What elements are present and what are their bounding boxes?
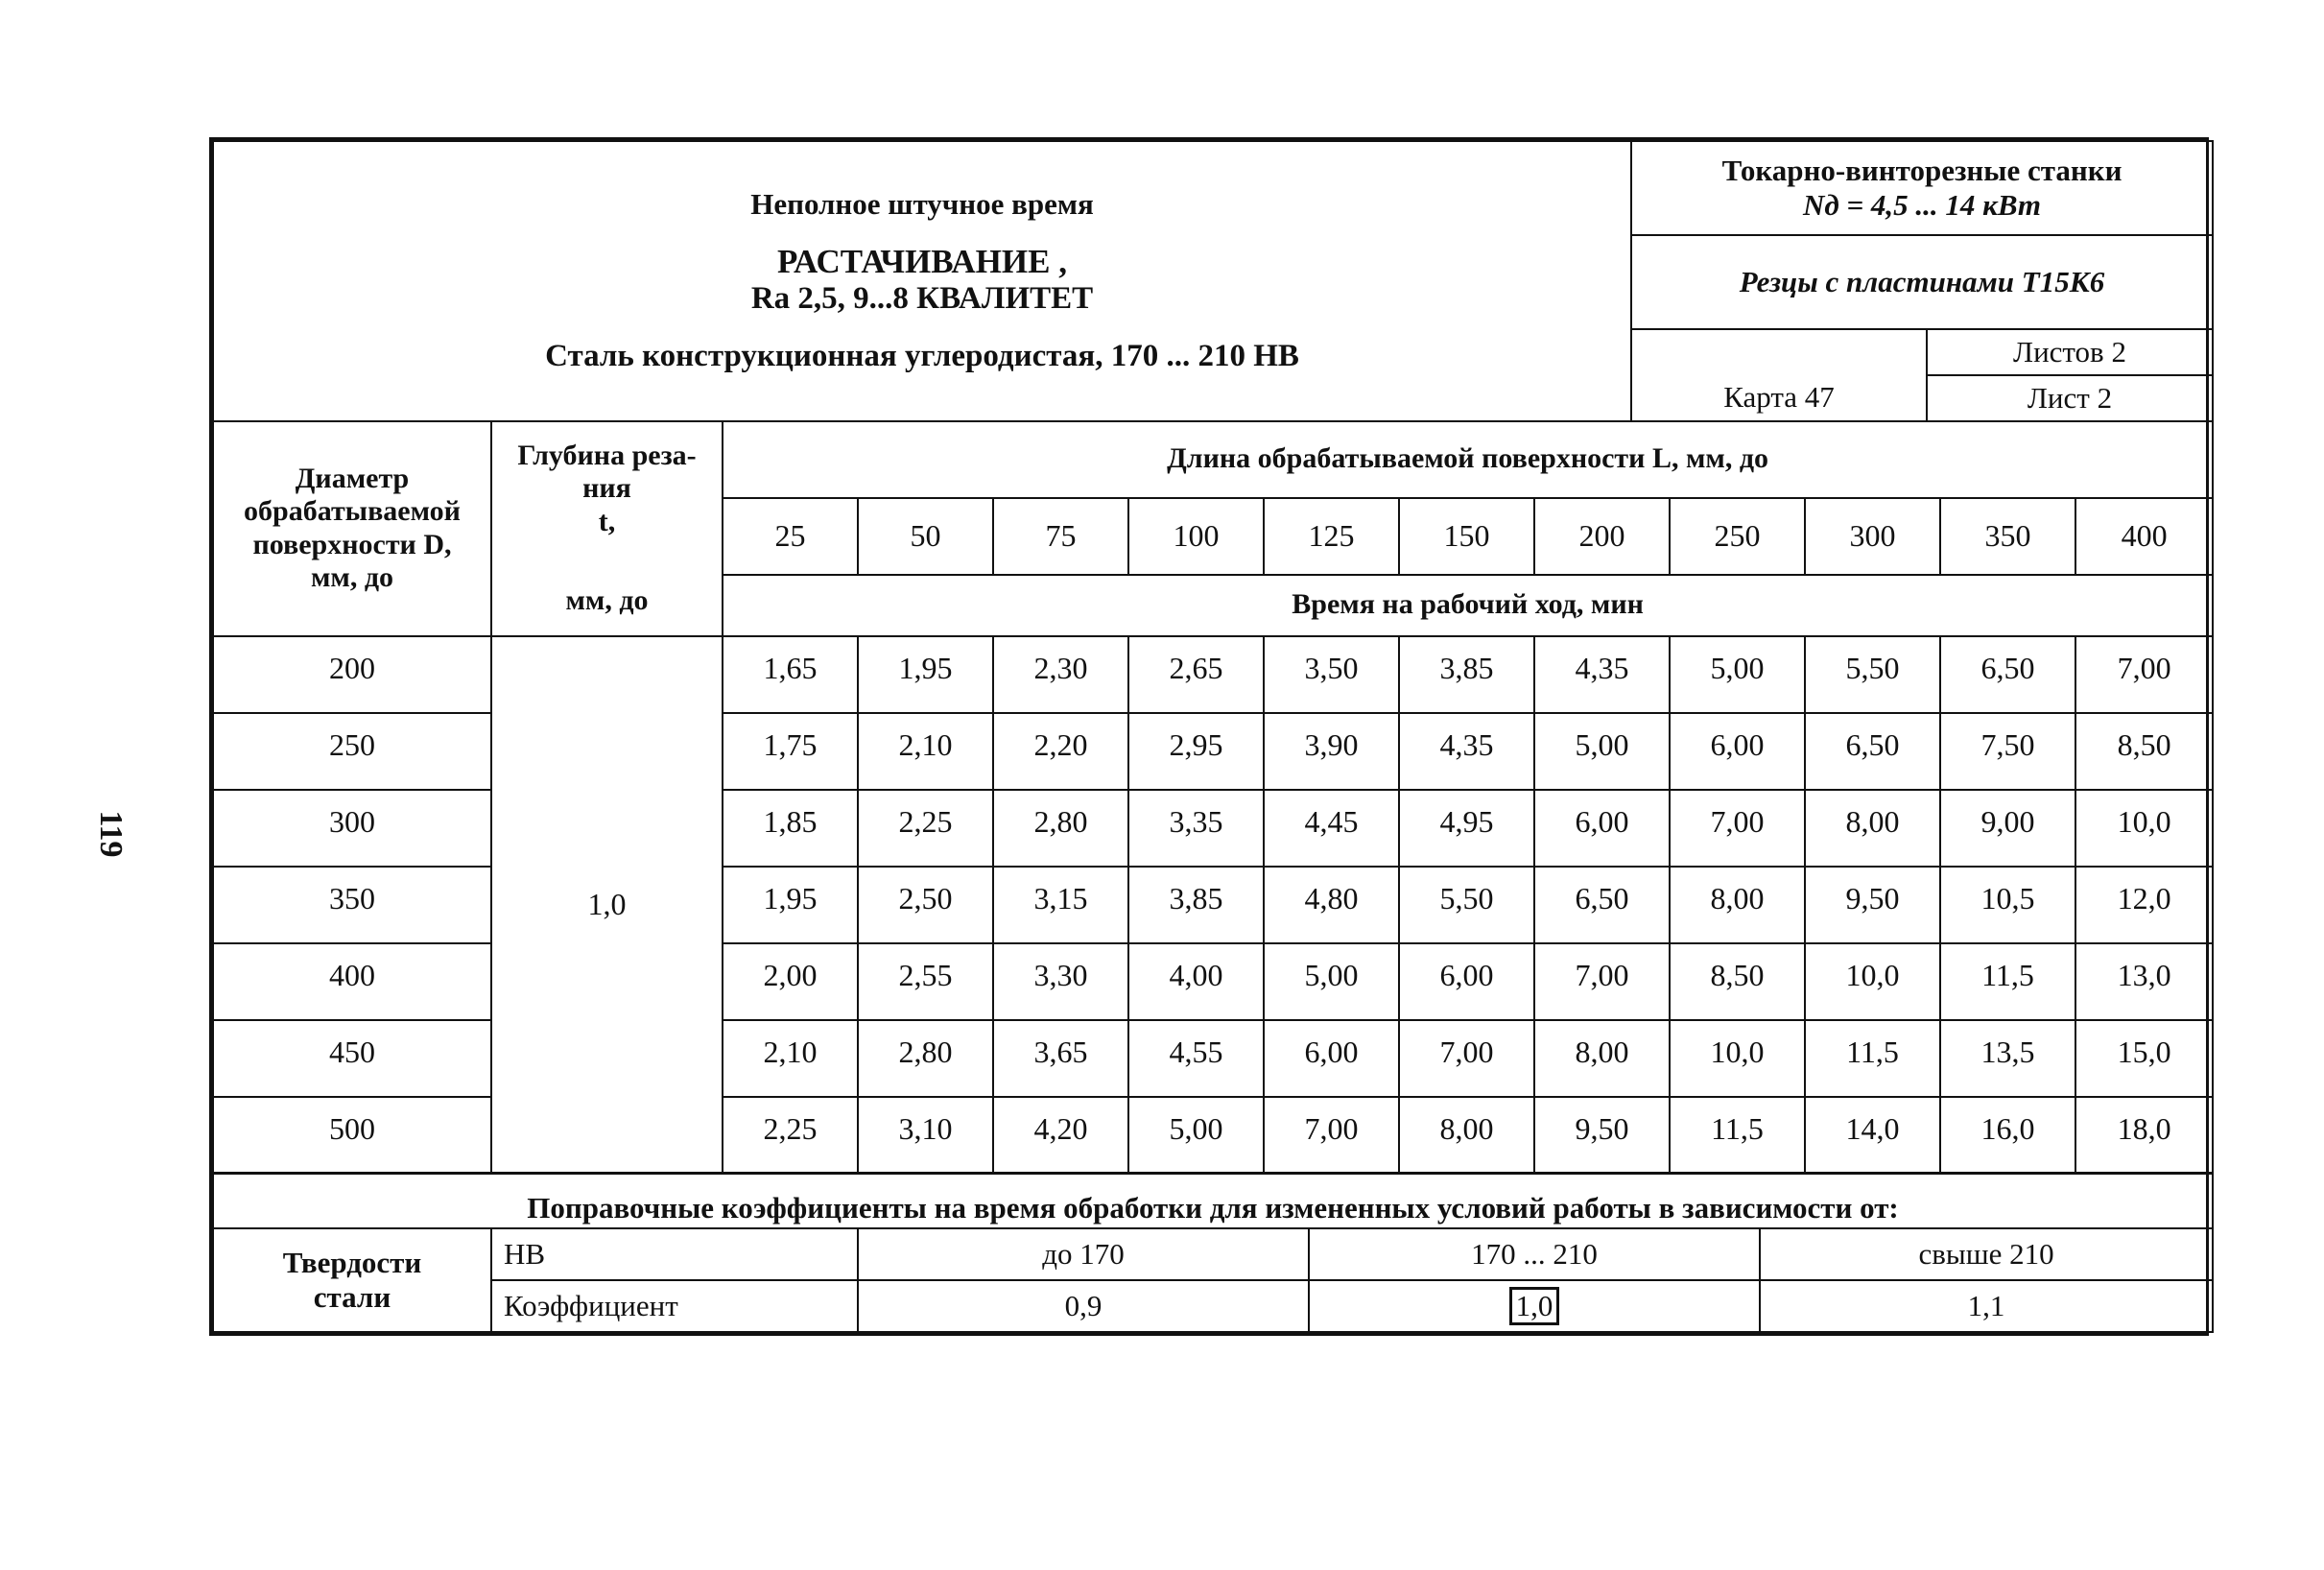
coefficient-value: 1,1 bbox=[1760, 1280, 2213, 1332]
time-value-cell: 4,00 bbox=[1128, 943, 1264, 1020]
time-value-cell: 4,35 bbox=[1399, 713, 1534, 790]
time-value-cell: 6,00 bbox=[1534, 790, 1670, 867]
time-value-cell: 2,30 bbox=[993, 636, 1128, 713]
length-value: 300 bbox=[1805, 498, 1940, 575]
time-value-cell: 6,00 bbox=[1264, 1020, 1399, 1097]
card-number: Карта 47 bbox=[1631, 329, 1927, 421]
diameter-header-line-4: мм, до bbox=[310, 561, 394, 593]
diameter-header-line-2: обрабатываемой bbox=[244, 495, 461, 527]
hb-label: НВ bbox=[491, 1228, 858, 1280]
length-header: Длина обрабатываемой поверхности L, мм, до bbox=[723, 421, 2213, 498]
time-value-cell: 13,0 bbox=[2075, 943, 2213, 1020]
table-row bbox=[213, 636, 2213, 713]
diameter-cell: 200 bbox=[213, 636, 491, 713]
normative-card bbox=[209, 137, 2209, 1336]
time-table bbox=[212, 420, 2214, 1175]
time-value-cell: 10,0 bbox=[2075, 790, 2213, 867]
time-value-cell: 6,50 bbox=[1534, 867, 1670, 943]
time-value-cell: 16,0 bbox=[1940, 1097, 2075, 1174]
time-header: Время на рабочий ход, мин bbox=[723, 575, 2213, 636]
time-value-cell: 11,5 bbox=[1940, 943, 2075, 1020]
length-value: 200 bbox=[1534, 498, 1670, 575]
diameter-cell: 350 bbox=[213, 867, 491, 943]
tool-cell: Резцы с пластинами Т15К6 bbox=[1631, 235, 2213, 329]
time-value-cell: 4,95 bbox=[1399, 790, 1534, 867]
correction-title: Поправочные коэффициенты на время обработки для измененных условий работы в зависимости от: bbox=[213, 1173, 2213, 1228]
correction-group-label bbox=[213, 1228, 491, 1332]
time-value-cell: 3,50 bbox=[1264, 636, 1399, 713]
time-value-cell: 8,50 bbox=[1670, 943, 1805, 1020]
depth-header-line-2: ния bbox=[582, 472, 631, 504]
time-value-cell: 11,5 bbox=[1805, 1020, 1940, 1097]
hb-range: свыше 210 bbox=[1760, 1228, 2213, 1280]
time-value-cell: 6,50 bbox=[1805, 713, 1940, 790]
time-value-cell: 5,00 bbox=[1534, 713, 1670, 790]
coefficient-label: Коэффициент bbox=[491, 1280, 858, 1332]
time-value-cell: 8,00 bbox=[1399, 1097, 1534, 1174]
time-value-cell: 1,95 bbox=[858, 636, 993, 713]
length-value: 125 bbox=[1264, 498, 1399, 575]
time-value-cell: 2,65 bbox=[1128, 636, 1264, 713]
time-value-cell: 3,30 bbox=[993, 943, 1128, 1020]
length-value: 150 bbox=[1399, 498, 1534, 575]
time-value-cell: 9,00 bbox=[1940, 790, 2075, 867]
length-value: 100 bbox=[1128, 498, 1264, 575]
length-value: 75 bbox=[993, 498, 1128, 575]
group-label-line-2: стали bbox=[313, 1280, 391, 1314]
group-label-line-1: Твердости bbox=[282, 1246, 422, 1280]
time-value-cell: 15,0 bbox=[2075, 1020, 2213, 1097]
diameter-cell: 450 bbox=[213, 1020, 491, 1097]
length-value: 350 bbox=[1940, 498, 2075, 575]
time-value-cell: 18,0 bbox=[2075, 1097, 2213, 1174]
diameter-cell: 250 bbox=[213, 713, 491, 790]
time-value-cell: 5,50 bbox=[1805, 636, 1940, 713]
diameter-column-header bbox=[213, 421, 491, 636]
hb-range: до 170 bbox=[858, 1228, 1309, 1280]
time-value-cell: 3,85 bbox=[1399, 636, 1534, 713]
depth-column-header bbox=[491, 421, 723, 636]
time-value-cell: 2,80 bbox=[858, 1020, 993, 1097]
diameter-cell: 400 bbox=[213, 943, 491, 1020]
card-title-block bbox=[213, 141, 1631, 421]
sheets-total: Листов 2 bbox=[1927, 329, 2213, 375]
time-value-cell: 9,50 bbox=[1534, 1097, 1670, 1174]
coefficient-value-highlighted bbox=[1309, 1280, 1760, 1332]
time-value-cell: 6,50 bbox=[1940, 636, 2075, 713]
time-value-cell: 3,90 bbox=[1264, 713, 1399, 790]
time-value-cell: 13,5 bbox=[1940, 1020, 2075, 1097]
time-value-cell: 3,35 bbox=[1128, 790, 1264, 867]
time-value-cell: 3,15 bbox=[993, 867, 1128, 943]
time-value-cell: 11,5 bbox=[1670, 1097, 1805, 1174]
time-value-cell: 10,5 bbox=[1940, 867, 2075, 943]
coefficient-value: 1,0 bbox=[1509, 1287, 1560, 1325]
depth-header-line-4: мм, до bbox=[565, 584, 649, 616]
time-value-cell: 14,0 bbox=[1805, 1097, 1940, 1174]
hb-range: 170 ... 210 bbox=[1309, 1228, 1760, 1280]
time-value-cell: 8,50 bbox=[2075, 713, 2213, 790]
time-value-cell: 7,00 bbox=[1399, 1020, 1534, 1097]
time-value-cell: 2,55 bbox=[858, 943, 993, 1020]
time-value-cell: 7,00 bbox=[2075, 636, 2213, 713]
time-value-cell: 1,75 bbox=[723, 713, 858, 790]
time-value-cell: 8,00 bbox=[1534, 1020, 1670, 1097]
machine-line-2: Nд = 4,5 ... 14 кВт bbox=[1802, 188, 2042, 222]
depth-header-line-1: Глубина реза- bbox=[517, 439, 697, 471]
time-value-cell: 3,85 bbox=[1128, 867, 1264, 943]
time-value-cell: 2,10 bbox=[858, 713, 993, 790]
length-value: 25 bbox=[723, 498, 858, 575]
time-value-cell: 6,00 bbox=[1399, 943, 1534, 1020]
time-value-cell: 8,00 bbox=[1670, 867, 1805, 943]
diameter-cell: 500 bbox=[213, 1097, 491, 1174]
title-line-1: Неполное штучное время bbox=[750, 187, 1094, 222]
page-number: 119 bbox=[93, 810, 129, 858]
card-header bbox=[212, 140, 2214, 422]
length-value: 50 bbox=[858, 498, 993, 575]
time-value-cell: 2,00 bbox=[723, 943, 858, 1020]
title-line-4: Сталь конструкционная углеродистая, 170 ... 210 НВ bbox=[545, 338, 1299, 373]
diameter-cell: 300 bbox=[213, 790, 491, 867]
time-value-cell: 2,10 bbox=[723, 1020, 858, 1097]
diameter-header-line-3: поверхности D, bbox=[252, 528, 452, 560]
title-line-2: РАСТАЧИВАНИЕ , bbox=[777, 242, 1067, 280]
time-value-cell: 4,20 bbox=[993, 1097, 1128, 1174]
time-value-cell: 4,35 bbox=[1534, 636, 1670, 713]
time-value-cell: 1,85 bbox=[723, 790, 858, 867]
time-value-cell: 4,80 bbox=[1264, 867, 1399, 943]
sheet-number: Лист 2 bbox=[1927, 375, 2213, 421]
time-value-cell: 8,00 bbox=[1805, 790, 1940, 867]
time-value-cell: 3,10 bbox=[858, 1097, 993, 1174]
time-value-cell: 2,50 bbox=[858, 867, 993, 943]
data-rows bbox=[213, 636, 2213, 1174]
length-value: 400 bbox=[2075, 498, 2213, 575]
correction-table bbox=[212, 1172, 2214, 1333]
machine-type-cell bbox=[1631, 141, 2213, 235]
time-value-cell: 5,00 bbox=[1128, 1097, 1264, 1174]
time-value-cell: 1,95 bbox=[723, 867, 858, 943]
diameter-header-line-1: Диаметр bbox=[295, 462, 410, 494]
time-value-cell: 7,00 bbox=[1670, 790, 1805, 867]
time-value-cell: 3,65 bbox=[993, 1020, 1128, 1097]
depth-header-line-3: t, bbox=[598, 505, 616, 537]
time-value-cell: 7,00 bbox=[1264, 1097, 1399, 1174]
time-value-cell: 5,00 bbox=[1264, 943, 1399, 1020]
coefficient-value: 0,9 bbox=[858, 1280, 1309, 1332]
time-value-cell: 2,25 bbox=[858, 790, 993, 867]
time-value-cell: 2,95 bbox=[1128, 713, 1264, 790]
time-value-cell: 2,20 bbox=[993, 713, 1128, 790]
depth-cell: 1,0 bbox=[491, 636, 723, 1174]
time-value-cell: 5,00 bbox=[1670, 636, 1805, 713]
length-value: 250 bbox=[1670, 498, 1805, 575]
time-value-cell: 7,50 bbox=[1940, 713, 2075, 790]
time-value-cell: 7,00 bbox=[1534, 943, 1670, 1020]
time-value-cell: 4,55 bbox=[1128, 1020, 1264, 1097]
time-value-cell: 2,80 bbox=[993, 790, 1128, 867]
time-value-cell: 9,50 bbox=[1805, 867, 1940, 943]
time-value-cell: 2,25 bbox=[723, 1097, 858, 1174]
machine-line-1: Токарно-винторезные станки bbox=[1721, 154, 2122, 188]
time-value-cell: 10,0 bbox=[1805, 943, 1940, 1020]
time-value-cell: 10,0 bbox=[1670, 1020, 1805, 1097]
time-value-cell: 4,45 bbox=[1264, 790, 1399, 867]
time-value-cell: 5,50 bbox=[1399, 867, 1534, 943]
time-value-cell: 12,0 bbox=[2075, 867, 2213, 943]
title-line-3: Ra 2,5, 9...8 КВАЛИТЕТ bbox=[750, 281, 1094, 316]
time-value-cell: 1,65 bbox=[723, 636, 858, 713]
time-value-cell: 6,00 bbox=[1670, 713, 1805, 790]
